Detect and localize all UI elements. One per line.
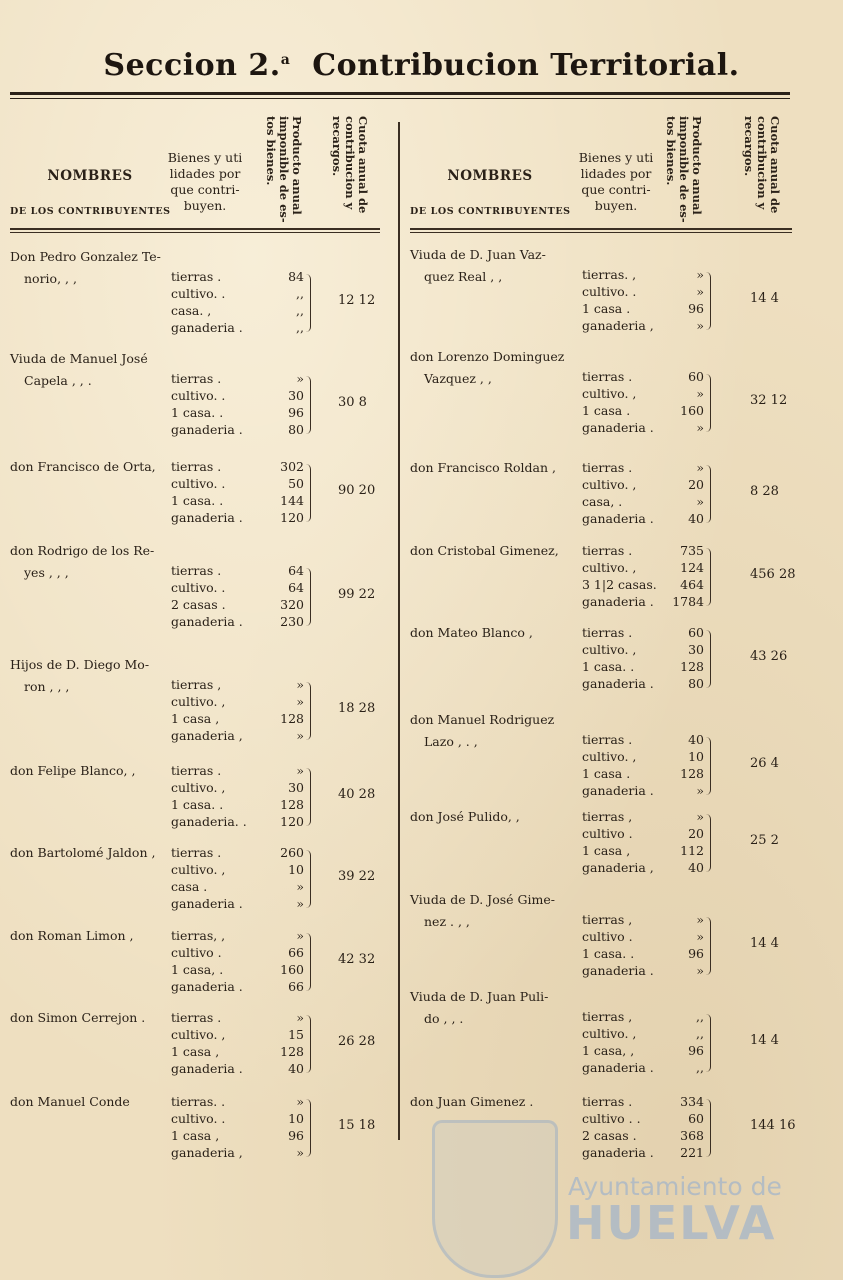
right-value: » [696, 929, 704, 944]
left-name-line: Don Pedro Gonzalez Te- [10, 249, 161, 264]
watermark-line2: HUELVA [566, 1196, 777, 1250]
right-item: tierras . [582, 460, 633, 475]
left-brace [306, 568, 311, 626]
left-value: » [296, 728, 304, 743]
right-header-nombres: NOMBRES [447, 168, 533, 184]
right-value: 60 [688, 1111, 704, 1126]
right-item: 3 1|2 casas. [582, 577, 657, 592]
left-value: 128 [280, 797, 304, 812]
right-value: 20 [688, 826, 704, 841]
left-item: ganaderia . [171, 896, 243, 911]
left-value: 15 [288, 1027, 304, 1042]
right-item: 2 casas . [582, 1128, 637, 1143]
right-item: ganaderia . [582, 1145, 654, 1160]
left-name-line: don Roman Limon , [10, 928, 134, 943]
left-header-producto: Producto anual imponible de es- tos bienes. [264, 116, 304, 223]
right-item: ganaderia . [582, 594, 654, 609]
watermark-line1: Ayuntamiento de [568, 1172, 782, 1201]
left-value: ,, [296, 320, 304, 335]
left-brace [306, 682, 311, 740]
left-value: 320 [280, 597, 304, 612]
left-value: » [296, 763, 304, 778]
right-cuota: 14 4 [750, 291, 779, 306]
right-value: » [696, 420, 704, 435]
left-value: 64 [288, 563, 304, 578]
right-name-line: don Juan Gimenez . [410, 1094, 534, 1109]
left-item: cultivo. . [171, 286, 226, 301]
left-value: » [296, 694, 304, 709]
right-item: tierras . [582, 1094, 633, 1109]
left-value: 260 [280, 845, 304, 860]
right-brace [706, 1099, 711, 1157]
left-value: 120 [280, 510, 304, 525]
left-value: 144 [280, 493, 304, 508]
left-value: 230 [280, 614, 304, 629]
left-item: ganaderia , [171, 728, 243, 743]
left-header-underline-thin [10, 232, 380, 233]
right-value: 160 [680, 403, 704, 418]
left-item: cultivo. . [171, 388, 226, 403]
right-item: ganaderia . [582, 1060, 654, 1075]
right-item: ganaderia , [582, 318, 654, 333]
right-cuota: 32 12 [750, 393, 788, 408]
left-brace [306, 933, 311, 991]
left-value: 96 [288, 405, 304, 420]
right-item: 1 casa . [582, 301, 631, 316]
right-header-underline-thin [410, 232, 792, 233]
right-item: tierras . [582, 543, 633, 558]
left-value: 84 [288, 269, 304, 284]
right-value: 96 [688, 946, 704, 961]
right-name-line: Viuda de D. Juan Vaz- [410, 247, 546, 262]
right-item: 1 casa . [582, 403, 631, 418]
left-brace [306, 1099, 311, 1157]
left-value: 80 [288, 422, 304, 437]
left-value: 96 [288, 1128, 304, 1143]
left-value: 10 [288, 1111, 304, 1126]
right-item: cultivo. , [582, 749, 637, 764]
left-item: 1 casa , [171, 1128, 220, 1143]
right-item: ganaderia , [582, 860, 654, 875]
left-header-bienes-line: Bienes y uti [167, 150, 243, 165]
left-brace [306, 1015, 311, 1073]
right-name-line: do , , . [424, 1011, 464, 1026]
right-brace [706, 1014, 711, 1072]
right-value: 1784 [672, 594, 704, 609]
right-value: 464 [680, 577, 704, 592]
left-name-line: don Bartolomé Jaldon , [10, 845, 156, 860]
right-cuota: 14 4 [750, 1033, 779, 1048]
right-name-line: Viuda de D. Juan Puli- [410, 989, 549, 1004]
right-name-line: Viuda de D. José Gime- [410, 892, 555, 907]
left-header-bienes [161, 150, 249, 214]
left-item: tierras . [171, 269, 222, 284]
right-cuota: 144 16 [750, 1118, 796, 1133]
right-item: 1 casa, , [582, 1043, 635, 1058]
left-name-line: norio, , , [24, 271, 77, 286]
right-name-line: don Cristobal Gimenez, [410, 543, 559, 558]
left-value: 50 [288, 476, 304, 491]
left-brace [306, 464, 311, 522]
right-name-line: Vazquez , , [424, 371, 492, 386]
right-value: 124 [680, 560, 704, 575]
right-item: tierras . [582, 369, 633, 384]
left-item: 1 casa , [171, 1044, 220, 1059]
left-value: » [296, 1094, 304, 1109]
right-item: 1 casa , [582, 843, 631, 858]
left-item: casa . [171, 879, 208, 894]
left-item: ganaderia , [171, 1145, 243, 1160]
right-value: » [696, 460, 704, 475]
right-value: 128 [680, 766, 704, 781]
right-value: 40 [688, 732, 704, 747]
right-cuota: 25 2 [750, 833, 779, 848]
right-value: » [696, 963, 704, 978]
right-value: 96 [688, 1043, 704, 1058]
left-item: cultivo. . [171, 580, 226, 595]
right-item: ganaderia . [582, 783, 654, 798]
right-header-underline [410, 228, 792, 230]
left-cuota: 40 28 [338, 787, 376, 802]
right-value: ,, [696, 1026, 704, 1041]
right-value: » [696, 912, 704, 927]
right-name-line: nez . , , [424, 914, 470, 929]
left-value: » [296, 1145, 304, 1160]
left-brace [306, 768, 311, 826]
left-header-bienes-line: lidades por [169, 166, 241, 181]
left-item: ganaderia . [171, 1061, 243, 1076]
left-name-line: don Manuel Conde [10, 1094, 130, 1109]
right-item: cultivo. , [582, 642, 637, 657]
left-item: 1 casa , [171, 711, 220, 726]
left-value: » [296, 928, 304, 943]
left-cuota: 26 28 [338, 1034, 376, 1049]
left-item: tierras. . [171, 1094, 226, 1109]
right-value: 40 [688, 860, 704, 875]
right-value: 368 [680, 1128, 704, 1143]
left-item: cultivo. , [171, 780, 226, 795]
left-item: tierras . [171, 763, 222, 778]
left-item: tierras . [171, 845, 222, 860]
left-item: cultivo . [171, 945, 222, 960]
left-value: 160 [280, 962, 304, 977]
right-value: » [696, 267, 704, 282]
right-name-line: quez Real , , [424, 269, 503, 284]
right-item: tierras . [582, 732, 633, 747]
left-value: » [296, 879, 304, 894]
left-header-nombres: NOMBRES [47, 168, 133, 184]
right-value: » [696, 494, 704, 509]
left-value: ,, [296, 303, 304, 318]
right-item: 1 casa. . [582, 946, 635, 961]
right-name-line: don Lorenzo Dominguez [410, 349, 565, 364]
left-cuota: 99 22 [338, 587, 376, 602]
watermark-shield-icon [432, 1120, 558, 1278]
right-item: 1 casa. . [582, 659, 635, 674]
right-name-line: Lazo , . , [424, 734, 478, 749]
left-name-line: Hijos de D. Diego Mo- [10, 657, 150, 672]
left-cuota: 90 20 [338, 483, 376, 498]
right-cuota: 14 4 [750, 936, 779, 951]
right-value: 10 [688, 749, 704, 764]
right-item: cultivo . . [582, 1111, 641, 1126]
right-item: ganaderia . [582, 676, 654, 691]
right-value: 221 [680, 1145, 704, 1160]
right-header-bienes-line: buyen. [594, 198, 638, 213]
left-value: 30 [288, 780, 304, 795]
right-cuota: 456 28 [750, 567, 796, 582]
right-header-bienes-line: Bienes y uti [578, 150, 654, 165]
left-cuota: 42 32 [338, 952, 376, 967]
right-brace [706, 272, 711, 330]
right-name-line: don Manuel Rodriguez [410, 712, 555, 727]
right-value: » [696, 386, 704, 401]
right-item: cultivo. . [582, 284, 637, 299]
right-header-bienes [572, 150, 660, 214]
right-item: tierras. , [582, 267, 637, 282]
right-item: cultivo. , [582, 1026, 637, 1041]
right-value: 30 [688, 642, 704, 657]
right-item: cultivo. , [582, 386, 637, 401]
right-item: cultivo . [582, 929, 633, 944]
left-item: ganaderia. . [171, 814, 247, 829]
left-cuota: 18 28 [338, 701, 376, 716]
left-value: 128 [280, 711, 304, 726]
right-header-bienes-line: lidades por [580, 166, 652, 181]
left-value: 302 [280, 459, 304, 474]
right-cuota: 43 26 [750, 649, 788, 664]
right-item: ganaderia . [582, 963, 654, 978]
left-item: 1 casa. . [171, 493, 224, 508]
right-brace [706, 548, 711, 606]
left-header-cuota: Cuota anual de contribucion y recargos. [330, 116, 370, 214]
right-item: ganaderia . [582, 420, 654, 435]
page-title: Seccion 2.$^a$ Contribucion Territorial. [103, 48, 740, 83]
right-name-line: don Mateo Blanco , [410, 625, 533, 640]
right-item: cultivo . [582, 826, 633, 841]
right-item: tierras , [582, 912, 633, 927]
left-item: 1 casa. . [171, 797, 224, 812]
right-brace [706, 737, 711, 795]
right-cuota: 8 28 [750, 484, 779, 499]
right-value: 20 [688, 477, 704, 492]
left-item: cultivo. . [171, 1111, 226, 1126]
right-item: cultivo. , [582, 560, 637, 575]
left-item: tierras, , [171, 928, 226, 943]
left-name-line: don Simon Cerrejon . [10, 1010, 146, 1025]
right-header-bienes-line: que contri- [581, 182, 651, 197]
right-value: ,, [696, 1009, 704, 1024]
right-value: » [696, 284, 704, 299]
right-brace [706, 630, 711, 688]
right-header-contribuyentes: DE LOS CONTRIBUYENTES [410, 206, 571, 217]
title-rule-thin [10, 98, 790, 99]
left-cuota: 12 12 [338, 293, 376, 308]
right-cuota: 26 4 [750, 756, 779, 771]
left-value: 30 [288, 388, 304, 403]
right-value: 735 [680, 543, 704, 558]
left-value: 120 [280, 814, 304, 829]
right-value: 60 [688, 369, 704, 384]
right-brace [706, 374, 711, 432]
right-item: tierras . [582, 625, 633, 640]
right-value: » [696, 809, 704, 824]
right-item: tierras , [582, 809, 633, 824]
left-name-line: Viuda de Manuel José [10, 351, 148, 366]
left-value: 64 [288, 580, 304, 595]
right-value: » [696, 318, 704, 333]
left-item: tierras . [171, 371, 222, 386]
right-name-line: don José Pulido, , [410, 809, 520, 824]
right-value: 334 [680, 1094, 704, 1109]
left-value: 10 [288, 862, 304, 877]
left-value: » [296, 1010, 304, 1025]
left-name-line: yes , , , [24, 565, 69, 580]
right-item: ganaderia . [582, 511, 654, 526]
left-value: 40 [288, 1061, 304, 1076]
left-item: cultivo. . [171, 476, 226, 491]
left-brace [306, 274, 311, 332]
right-item: 1 casa . [582, 766, 631, 781]
left-value: 66 [288, 945, 304, 960]
title-rule-thick [10, 92, 790, 95]
right-name-line: don Francisco Roldan , [410, 460, 557, 475]
left-value: 66 [288, 979, 304, 994]
right-brace [706, 814, 711, 872]
left-item: ganaderia . [171, 510, 243, 525]
right-value: 112 [680, 843, 704, 858]
right-value: 80 [688, 676, 704, 691]
left-item: 2 casas . [171, 597, 226, 612]
left-item: ganaderia . [171, 614, 243, 629]
left-item: cultivo. , [171, 1027, 226, 1042]
left-item: tierras , [171, 677, 222, 692]
right-value: ,, [696, 1060, 704, 1075]
left-header-contribuyentes: DE LOS CONTRIBUYENTES [10, 206, 171, 217]
left-name-line: Capela , , . [24, 373, 92, 388]
left-cuota: 39 22 [338, 869, 376, 884]
left-item: cultivo. , [171, 694, 226, 709]
left-value: » [296, 371, 304, 386]
left-item: tierras . [171, 459, 222, 474]
left-item: 1 casa, . [171, 962, 224, 977]
right-brace [706, 917, 711, 975]
left-value: » [296, 677, 304, 692]
left-cuota: 30 8 [338, 395, 367, 410]
left-header-bienes-line: que contri- [170, 182, 240, 197]
left-name-line: don Rodrigo de los Re- [10, 543, 155, 558]
right-value: 96 [688, 301, 704, 316]
left-value: 128 [280, 1044, 304, 1059]
left-value: ,, [296, 286, 304, 301]
right-value: 60 [688, 625, 704, 640]
right-value: 128 [680, 659, 704, 674]
right-item: cultivo. , [582, 477, 637, 492]
left-value: » [296, 896, 304, 911]
left-item: ganaderia . [171, 422, 243, 437]
left-header-underline [10, 228, 380, 230]
center-divider [398, 122, 400, 1140]
right-item: casa, . [582, 494, 623, 509]
right-header-producto: Producto anual imponible de es- tos bienes. [664, 116, 704, 223]
left-item: ganaderia . [171, 320, 243, 335]
left-name-line: ron , , , [24, 679, 70, 694]
left-item: tierras . [171, 1010, 222, 1025]
right-brace [706, 465, 711, 523]
left-item: tierras . [171, 563, 222, 578]
left-brace [306, 376, 311, 434]
left-item: cultivo. , [171, 862, 226, 877]
right-value: » [696, 783, 704, 798]
right-value: 40 [688, 511, 704, 526]
left-item: 1 casa. . [171, 405, 224, 420]
right-item: tierras , [582, 1009, 633, 1024]
left-brace [306, 850, 311, 908]
left-item: casa. , [171, 303, 212, 318]
left-cuota: 15 18 [338, 1118, 376, 1133]
left-name-line: don Felipe Blanco, , [10, 763, 136, 778]
left-header-bienes-line: buyen. [183, 198, 227, 213]
right-header-cuota: Cuota anual de contribucion y recargos. [742, 116, 782, 214]
left-name-line: don Francisco de Orta, [10, 459, 156, 474]
left-item: ganaderia . [171, 979, 243, 994]
